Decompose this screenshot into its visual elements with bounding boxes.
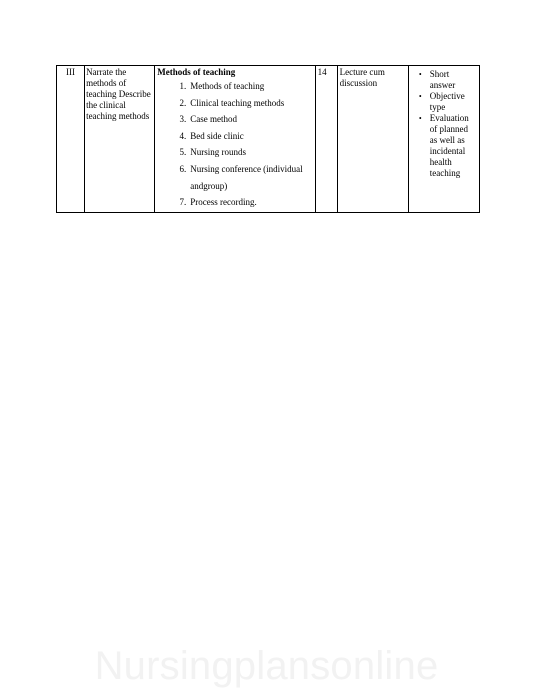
bullet-icon: •	[418, 114, 422, 123]
list-item	[157, 161, 312, 194]
item-number: 4.	[179, 130, 187, 141]
item-text: Evaluation of planned as well as incidental health teaching	[429, 113, 469, 178]
bullet-icon: •	[418, 92, 422, 101]
item-text: Objective type	[429, 91, 465, 112]
bullet-icon: •	[418, 70, 422, 79]
item-text: Case method	[190, 114, 237, 125]
item-text: Methods of teaching	[190, 81, 265, 91]
list-item	[411, 91, 477, 113]
syllabus-table	[56, 65, 480, 213]
item-number: 2.	[179, 97, 187, 108]
item-number: 7.	[179, 197, 187, 208]
table-row	[57, 66, 480, 213]
item-text: Nursing rounds	[190, 147, 246, 158]
item-number: 6.	[179, 163, 187, 174]
unit-cell: III	[57, 66, 85, 213]
item-number: 5.	[179, 147, 187, 158]
evaluation-list	[411, 69, 477, 179]
list-item	[411, 69, 477, 91]
item-text: Clinical teaching methods	[190, 97, 285, 108]
list-item	[157, 128, 312, 145]
item-text: Short answer	[429, 69, 456, 90]
list-item	[157, 111, 312, 128]
objective-cell: Narrate the methods of teaching Describe the clinical teaching methods	[85, 66, 155, 213]
content-title: Methods of teaching	[157, 67, 236, 77]
item-number: 1.	[179, 81, 187, 91]
evaluation-cell	[408, 66, 479, 213]
content-cell	[155, 66, 315, 213]
item-text: Nursing conference (individual andgroup)	[190, 163, 303, 191]
list-item	[157, 78, 312, 95]
list-item	[157, 95, 312, 112]
list-item	[411, 113, 477, 179]
teaching-method-cell: Lecture cum discussion	[337, 66, 408, 213]
list-item	[157, 144, 312, 161]
item-number: 3.	[179, 114, 187, 125]
list-item	[157, 194, 312, 211]
topic-list	[157, 78, 312, 211]
hours-cell: 14	[315, 66, 337, 213]
watermark: Nursingplansonline	[94, 644, 439, 688]
item-text: Bed side clinic	[190, 130, 244, 141]
item-text: Process recording.	[190, 197, 257, 208]
